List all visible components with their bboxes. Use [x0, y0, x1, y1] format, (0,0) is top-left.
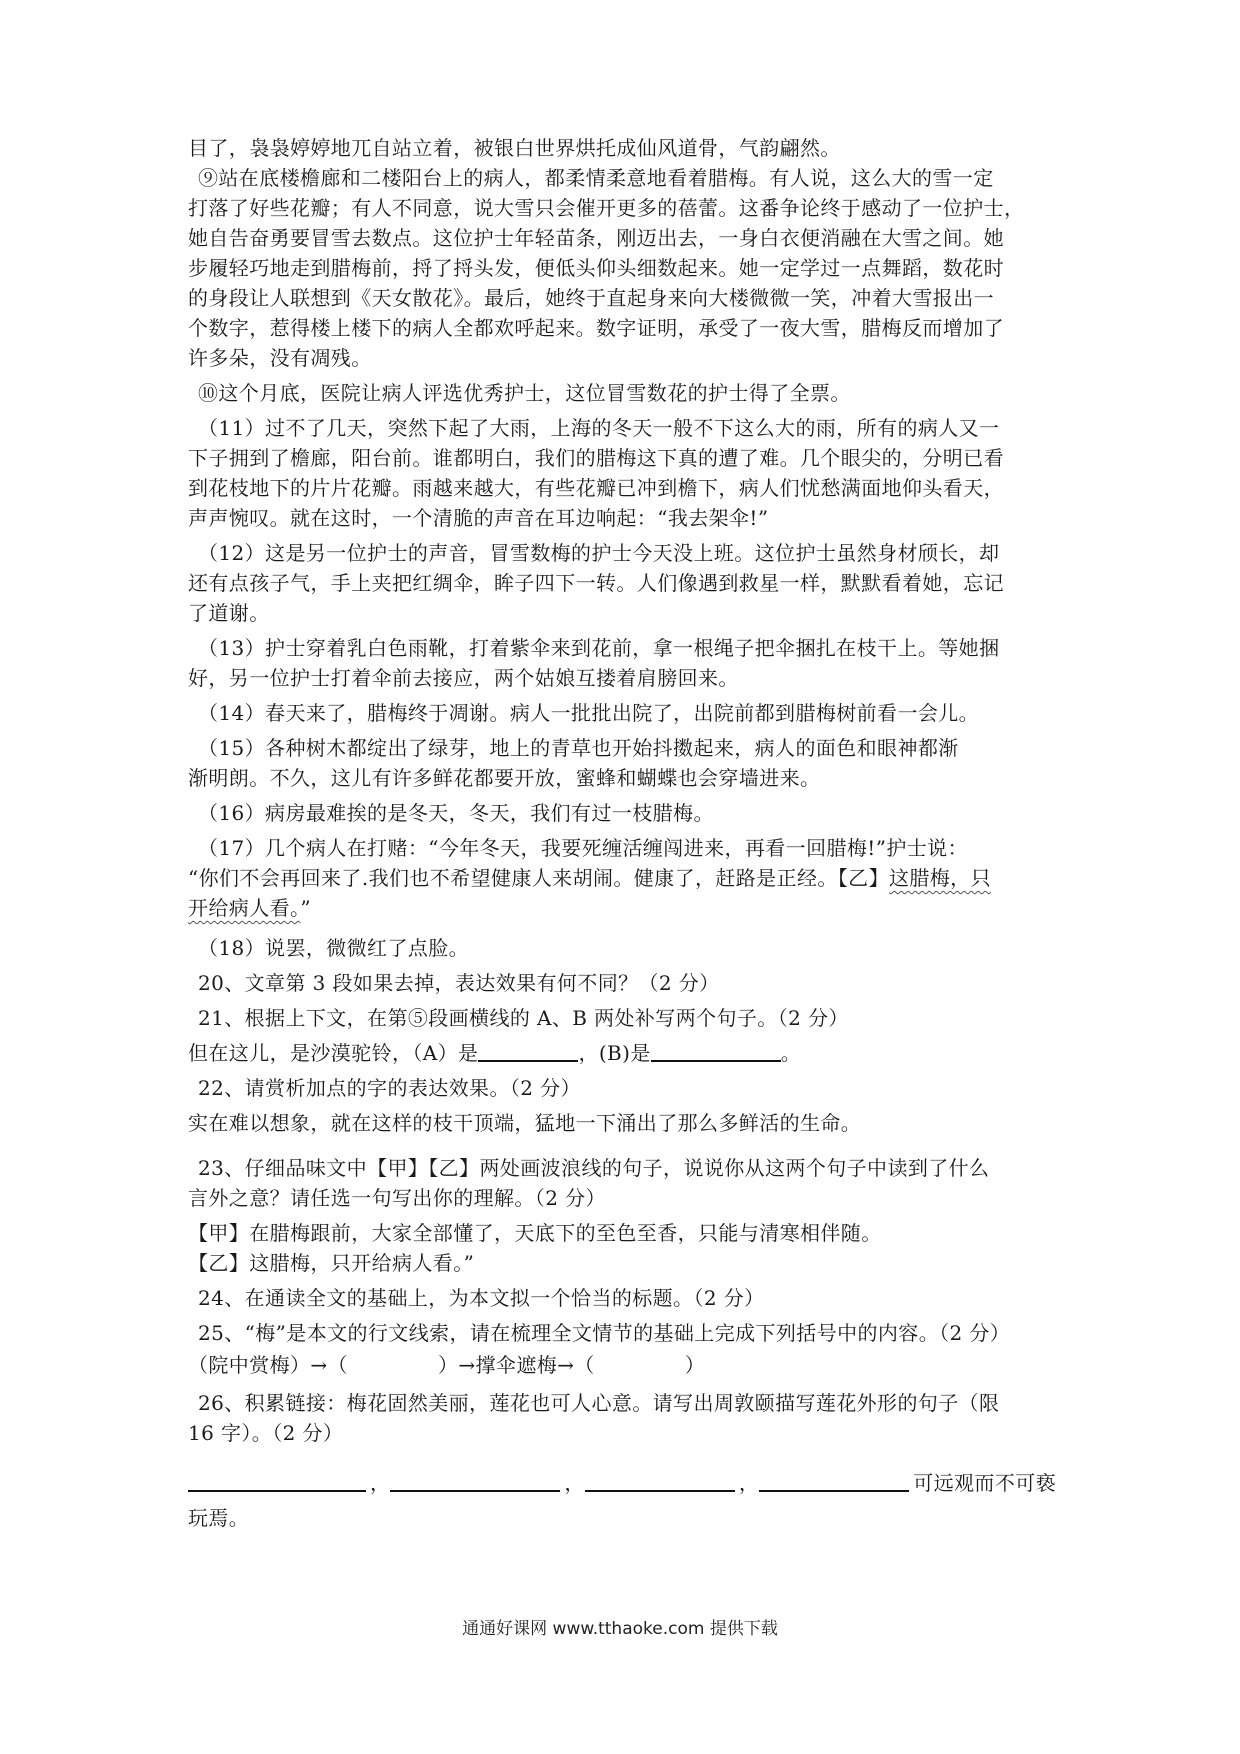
- text-line: 下子拥到了檐廊，阳台前。谁都明白，我们的腊梅这下真的遭了难。几个眼尖的，分明已看: [188, 446, 1004, 470]
- text-segment: ，: [370, 1471, 391, 1495]
- text-segment: ）: [684, 1353, 706, 1377]
- text-segment: ”: [300, 896, 312, 920]
- text-line: [188, 893, 1068, 923]
- paragraph-11: （11）过不了几天，突然下起了大雨，上海的冬天一般不下这么大的雨，所有的病人又一: [198, 416, 1000, 440]
- text-segment: 但在这儿，是沙漠驼铃，（A）是: [188, 1041, 479, 1065]
- paragraph-16: （16）病房最难挨的是冬天，冬天，我们有过一枝腊梅。: [198, 801, 714, 825]
- question-26: 26、积累链接：梅花固然美丽，莲花也可人心意。请写出周敦颐描写莲花外形的句子（限: [198, 1391, 1000, 1415]
- text-segment: “你们不会再回来了.我们也不希望健康人来胡闹。健康了，赶路是正经。【乙】: [188, 866, 889, 890]
- question-23: 23、仔细品味文中【甲】【乙】两处画波浪线的句子，说说你从这两个句子中读到了什么: [198, 1156, 990, 1180]
- text-line: 的身段让人联想到《天女散花》。最后，她终于直起身来向大楼微微一笑，冲着大雪报出一: [188, 286, 994, 310]
- question-26-blanks: [188, 1468, 1068, 1498]
- text-line: 个数字，惹得楼上楼下的病人全都欢呼起来。数字证明，承受了一夜大雪，腊梅反而增加了: [188, 316, 1004, 340]
- question-21: 21、根据上下文，在第⑤段画横线的 A、B 两处补写两个句子。（2 分）: [198, 1006, 849, 1030]
- text-line: 好，另一位护士打着伞前去接应，两个姑娘互搂着肩膀回来。: [188, 666, 739, 690]
- text-line-yi: [188, 863, 1068, 893]
- answer-blank-a[interactable]: [478, 1040, 578, 1062]
- text-line: 还有点孩子气，手上夹把红绸伞，眸子四下一转。人们像遇到救星一样，默默看着她，忘记: [188, 571, 1004, 595]
- paragraph-9: ⑨站在底楼檐廊和二楼阳台上的病人，都柔情柔意地看着腊梅。有人说，这么大的雪一定: [198, 166, 994, 190]
- question-21-blanks: [188, 1038, 1068, 1068]
- paragraph-10: ⑩这个月底，医院让病人评选优秀护士，这位冒雪数花的护士得了全票。: [198, 381, 851, 405]
- text-line: 打落了好些花瓣；有人不同意，说大雪只会催开更多的蓓蕾。这番争论终于感动了一位护士，: [188, 196, 1025, 220]
- text-segment: ）→撑伞遮梅→（: [437, 1353, 595, 1377]
- answer-blank-3[interactable]: [585, 1470, 735, 1492]
- wavy-underlined-sentence-yi-cont: 开给病人看。: [188, 896, 301, 920]
- question-24: 24、在通读全文的基础上，为本文拟一个恰当的标题。（2 分）: [198, 1286, 765, 1310]
- question-25: 25、“梅”是本文的行文线索，请在梳理全文情节的基础上完成下列括号中的内容。（2 分）: [198, 1321, 1011, 1345]
- text-line: 目了，袅袅婷婷地兀自站立着，被银白世界烘托成仙风道骨，气韵翩然。: [188, 136, 841, 160]
- text-line: 渐明朗。不久，这儿有许多鲜花都要开放，蜜蜂和蝴蝶也会穿墙进来。: [188, 766, 821, 790]
- text-line: 声声惋叹。就在这时，一个清脆的声音在耳边响起：“我去架伞!”: [188, 506, 769, 530]
- text-line: 玩焉。: [188, 1506, 250, 1530]
- question-20: 20、文章第 3 段如果去掉，表达效果有何不同？（2 分）: [198, 971, 720, 995]
- paragraph-18: （18）说罢，微微红了点脸。: [198, 936, 470, 960]
- paragraph-15: （15）各种树木都绽出了绿芽，地上的青草也开始抖擞起来，病人的面色和眼神都渐: [198, 736, 959, 760]
- text-line: 到花枝地下的片片花瓣。雨越来越大，有些花瓣已冲到檐下，病人们忧愁满面地仰头看天，: [188, 476, 1004, 500]
- text-segment: ，: [738, 1471, 760, 1495]
- text-segment: ，(B)是: [578, 1041, 651, 1065]
- question-22: 22、请赏析加点的字的表达效果。（2 分）: [198, 1076, 581, 1100]
- answer-blank-2[interactable]: [390, 1470, 560, 1492]
- question-25-flow: [188, 1350, 1068, 1380]
- paragraph-13: （13）护士穿着乳白色雨靴，打着紫伞来到花前，拿一根绳子把伞捆扎在枝干上。等她捆: [198, 636, 1000, 660]
- answer-blank-b[interactable]: [651, 1040, 781, 1062]
- text-segment: 可远观而不可亵: [913, 1471, 1057, 1495]
- question-22-sentence: 实在难以想象，就在这样的枝干顶端，猛地一下涌出了那么多鲜活的生命。: [188, 1111, 862, 1135]
- sentence-yi: 【乙】这腊梅，只开给病人看。”: [188, 1251, 475, 1275]
- sentence-jia: 【甲】在腊梅跟前，大家全部懂了，天底下的至色至香，只能与清寒相伴随。: [188, 1221, 882, 1245]
- answer-blank-4[interactable]: [759, 1470, 909, 1492]
- text-segment: 。: [780, 1041, 802, 1065]
- text-line: 16 字）。（2 分）: [188, 1421, 344, 1445]
- text-line: 她自告奋勇要冒雪去数点。这位护士年轻苗条，刚迈出去，一身白衣便消融在大雪之间。她: [188, 226, 1004, 250]
- text-segment: （院中赏梅）→（: [188, 1353, 348, 1377]
- text-line: 步履轻巧地走到腊梅前，捋了捋头发，便低头仰头细数起来。她一定学过一点舞蹈，数花时: [188, 256, 1004, 280]
- text-segment: ，: [564, 1471, 585, 1495]
- answer-blank-1[interactable]: [188, 1470, 366, 1492]
- paragraph-17: （17）几个病人在打赌：“今年冬天，我要死缠活缠闯进来，再看一回腊梅!”护士说：: [198, 836, 968, 860]
- text-line: 了道谢。: [188, 601, 270, 625]
- paragraph-14: （14）春天来了，腊梅终于凋谢。病人一批批出院了，出院前都到腊梅树前看一会儿。: [198, 701, 980, 725]
- text-line: 言外之意？请任选一句写出你的理解。（2 分）: [188, 1186, 606, 1210]
- wavy-underlined-sentence-yi: 这腊梅，只: [888, 866, 991, 890]
- text-line: 许多朵，没有凋残。: [188, 346, 372, 370]
- footer-watermark: 通通好课网 www.tthaoke.com 提供下载: [462, 1619, 778, 1639]
- paragraph-12: （12）这是另一位护士的声音，冒雪数梅的护士今天没上班。这位护士虽然身材颀长，却: [198, 541, 1000, 565]
